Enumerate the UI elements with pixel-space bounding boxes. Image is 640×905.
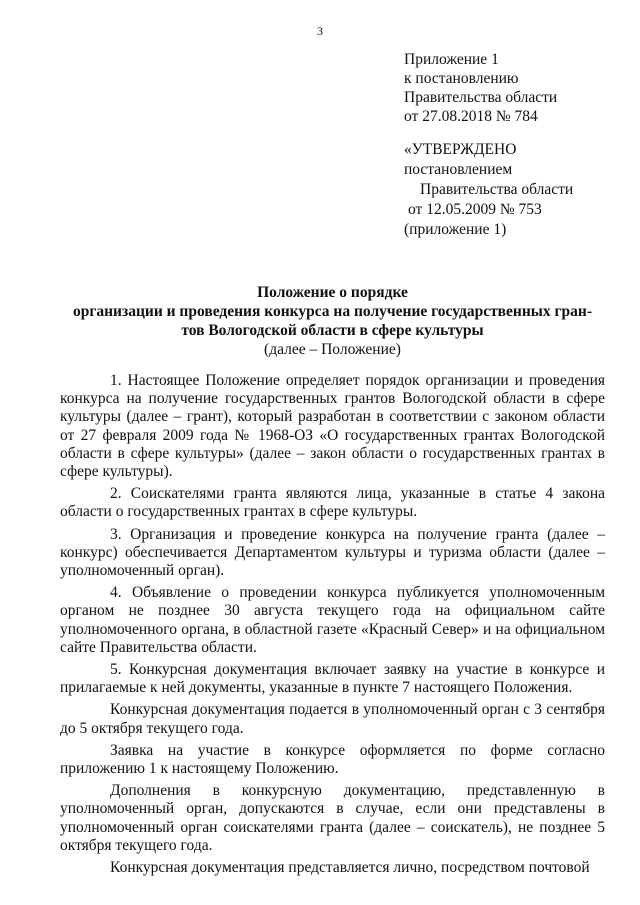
approval-line: постановлением xyxy=(404,161,513,178)
appendix-line: Приложение 1 xyxy=(404,51,499,68)
page-number: 3 xyxy=(317,24,323,38)
paragraph: Дополнения в конкурсную документацию, представленную в уполномоченный орган, допускаются в случае, если они представлены в уполномоченный орган соискателями гранта (далее – соискатель), не позднее 5 октября текущего года. xyxy=(60,782,605,854)
approval-stamp-block xyxy=(404,140,573,240)
paragraph: Конкурсная документация подается в уполномоченный орган с 3 сентября до 5 октября текущего года. xyxy=(60,701,605,737)
appendix-block xyxy=(404,50,557,126)
appendix-line: Правительства области xyxy=(404,89,558,106)
document-title xyxy=(60,283,605,359)
approval-line: (приложение 1) xyxy=(404,221,507,238)
document-body xyxy=(60,372,605,877)
title-line: тов Вологодской области в сфере культуры xyxy=(181,322,484,339)
paragraph: 3. Организация и проведение конкурса на получение гранта (далее – конкурс) обеспечивается Департаментом культуры и туризма области (далее – уполномоченный орган). xyxy=(60,525,605,580)
paragraph: 4. Объявление о проведении конкурса публикуется уполномоченным органом не позднее 30 августа текущего года на официальном сайте уполномоченного органа, в областной газете «Красный Север» и на официальном сайте Правительства области. xyxy=(60,584,605,656)
title-line: Положение о порядке xyxy=(257,284,408,301)
paragraph: 2. Соискателями гранта являются лица, указанные в статье 4 закона области о государственных грантах в сфере культуры. xyxy=(60,485,605,521)
approval-line: Правительства области xyxy=(420,181,574,198)
paragraph: Заявка на участие в конкурсе оформляется по форме согласно приложению 1 к настоящему Положению. xyxy=(60,741,605,778)
appendix-line: к постановлению xyxy=(404,70,519,87)
paragraph: Конкурсная документация представляется лично, посредством почтовой xyxy=(110,859,590,877)
title-line: организации и проведения конкурса на получение государственных гран- xyxy=(72,303,593,320)
paragraph: 5. Конкурсная документация включает заявку на участие в конкурсе и прилагаемые к ней документы, указанные в пункте 7 настоящего Положения. xyxy=(60,661,605,697)
approval-line: «УТВЕРЖДЕНО xyxy=(404,141,517,158)
approval-line: от 12.05.2009 № 753 xyxy=(408,201,542,218)
paragraph: 1. Настоящее Положение определяет порядок организации и проведения конкурса на получение государственных грантов Вологодской области в сфере культуры (далее – грант), который разработан в соответствии с законом области от 27 февраля 2009 года № 1968-ОЗ «О государственных грантах Вологодской области в сфере культуры» (далее – закон области о государственных грантах в сфере культуры). xyxy=(60,372,605,481)
title-subline: (далее – Положение) xyxy=(264,341,401,358)
appendix-line: от 27.08.2018 № 784 xyxy=(404,108,538,125)
